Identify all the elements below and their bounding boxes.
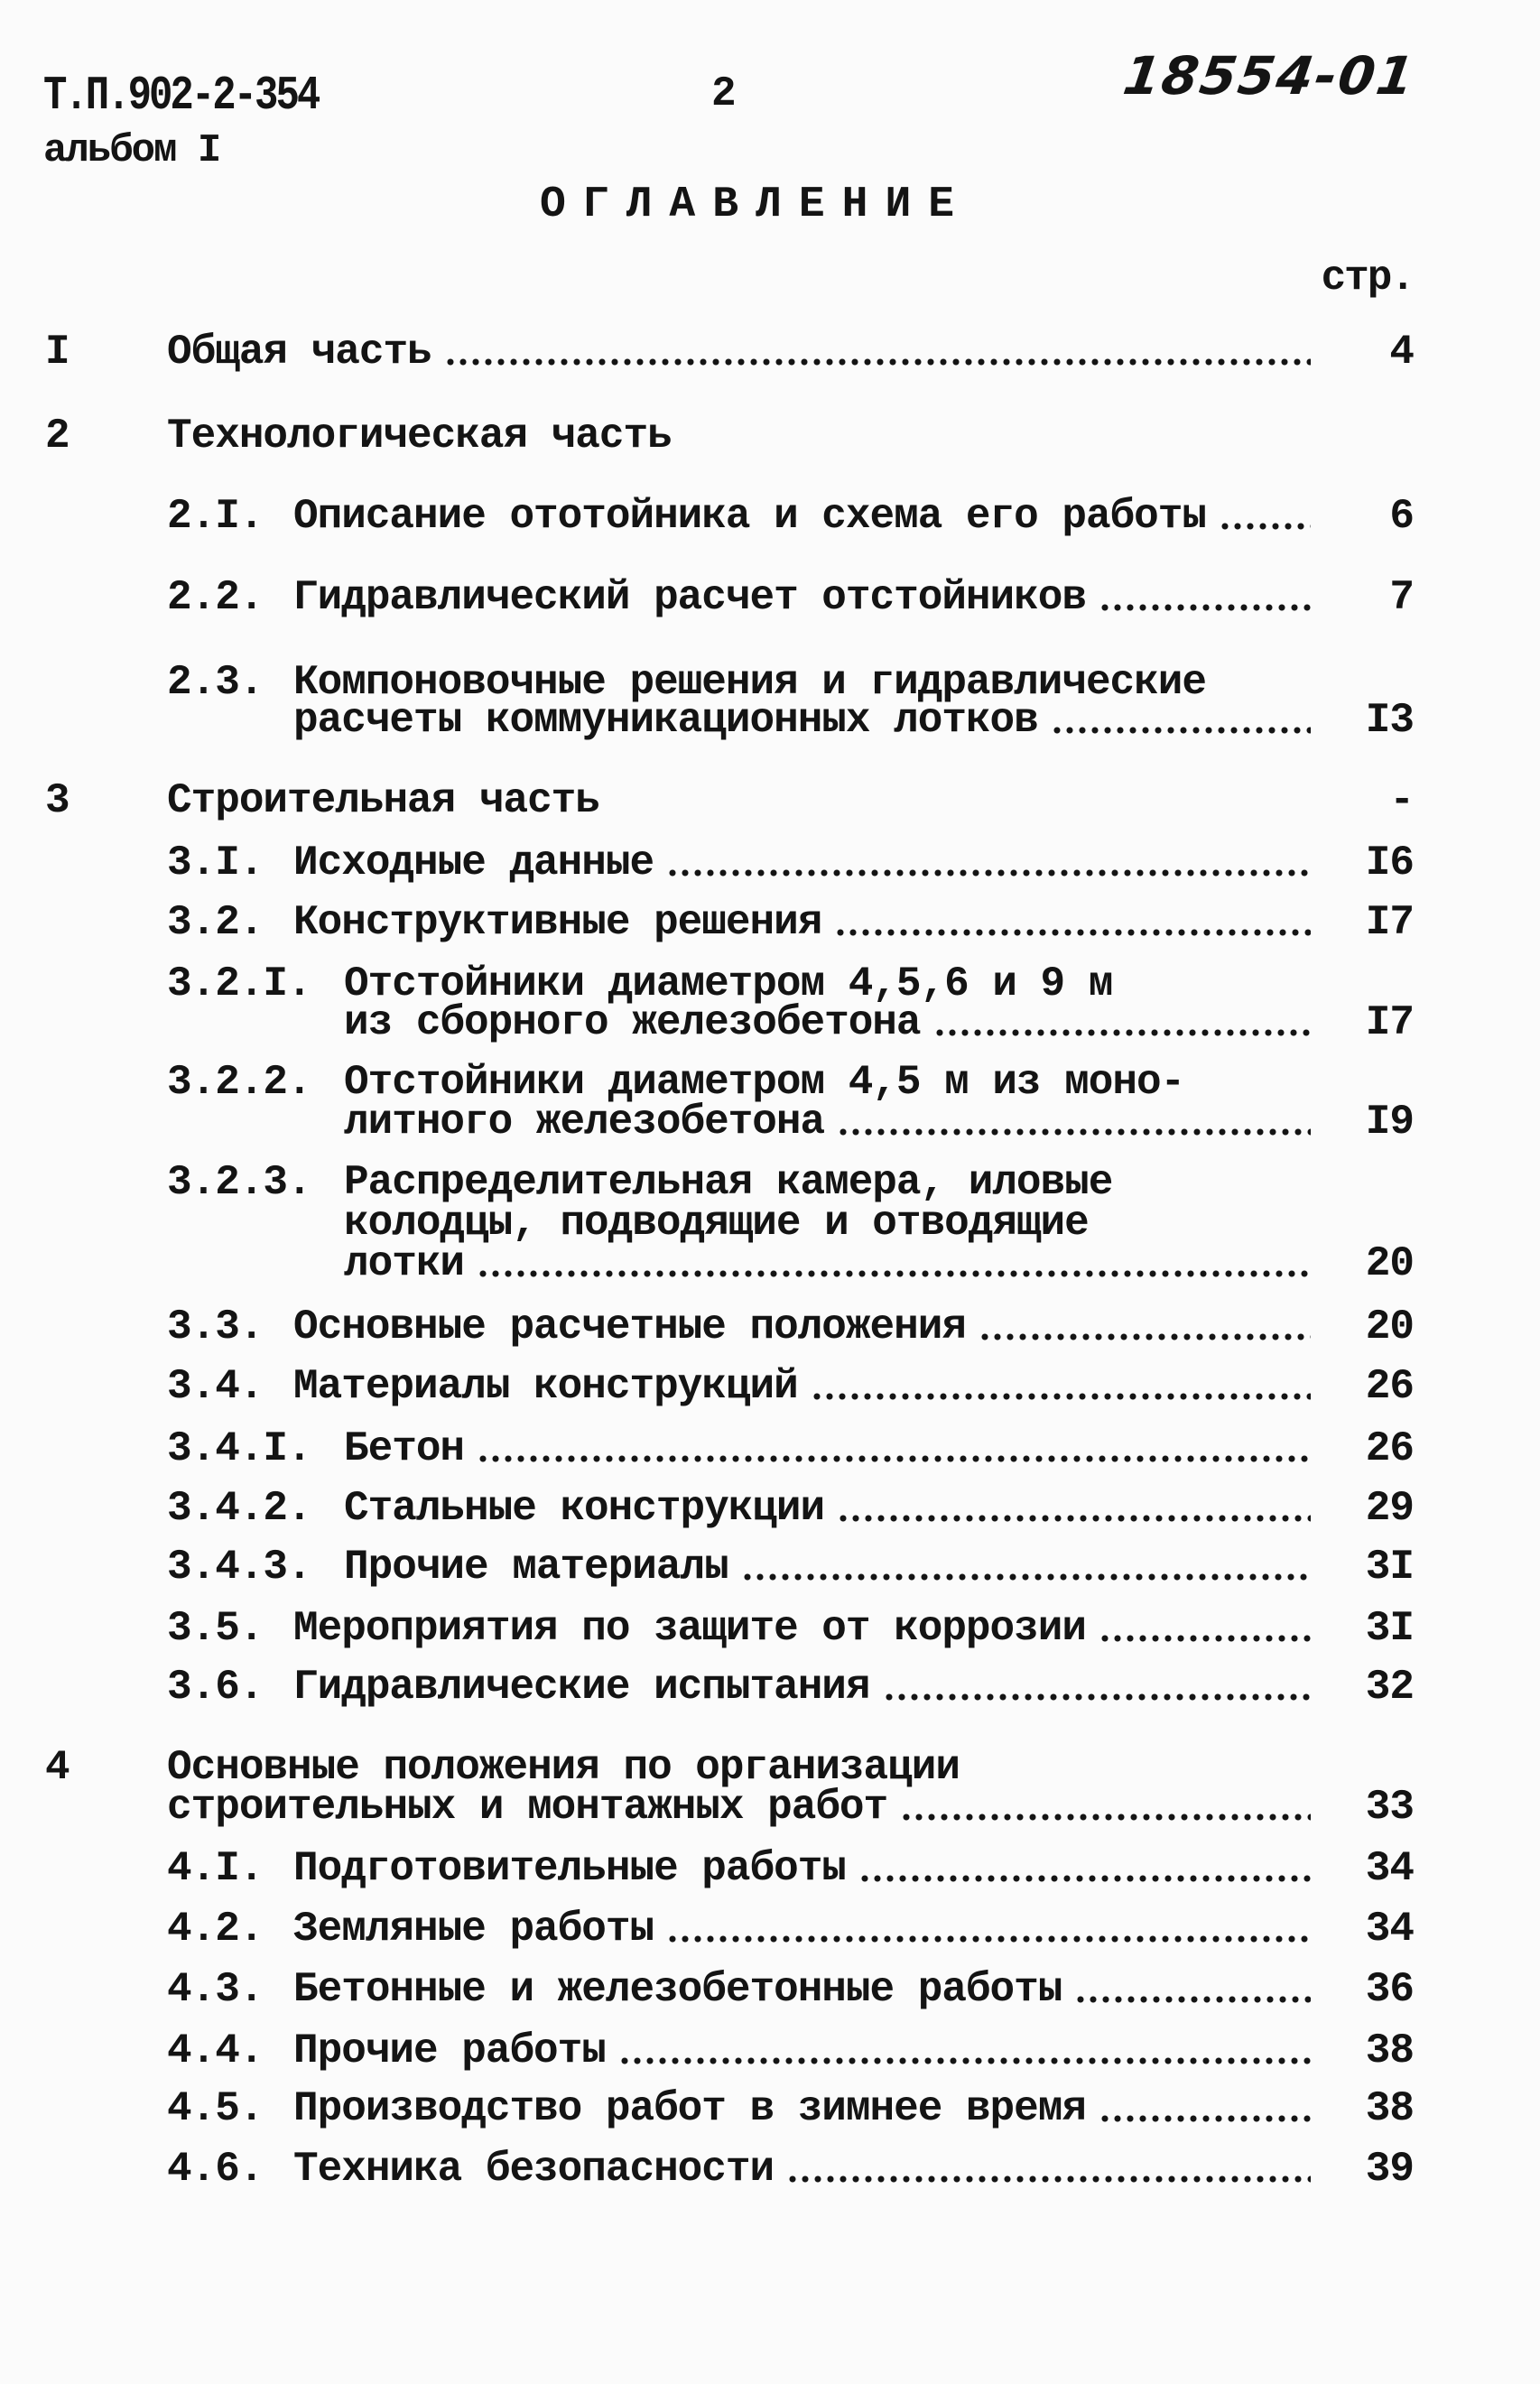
toc-entry-number: 3.6. (167, 1664, 264, 1711)
toc-entry-page: I7 (1365, 899, 1414, 946)
toc-entry-title: Бетон (344, 1425, 465, 1472)
toc-entry-title-line (293, 697, 1311, 744)
toc-entry-page: 6 (1389, 493, 1414, 540)
toc-entry-title: Стальные конструкции (344, 1485, 825, 1532)
toc-entry-title-line (344, 960, 1113, 1007)
toc-entry-title: Конструктивные решения (293, 899, 822, 946)
toc-entry-title: Прочие работы (293, 2027, 606, 2074)
toc-entry-title-line (344, 1425, 1311, 1472)
toc-entry-title: из сборного железобетона (344, 999, 921, 1046)
dot-leader (666, 1934, 1311, 1943)
toc-entry-page: 34 (1365, 1845, 1414, 1892)
toc-entry-number: 3.2. (167, 899, 264, 946)
toc-entry-title-line (293, 1605, 1311, 1652)
toc-entry-title-line (293, 574, 1311, 621)
toc-entry-page: 3I (1365, 1544, 1414, 1591)
toc-entry-title-line (293, 1845, 1311, 1892)
toc-entry-title: Подготовительные работы (293, 1845, 846, 1892)
handwritten-inventory-number: 18554-01 (1119, 45, 1420, 107)
toc-entry-title: Бетонные и железобетонные работы (293, 1966, 1062, 2013)
toc-entry-page: 33 (1365, 1784, 1414, 1831)
toc-entry-number: 3.I. (167, 840, 264, 886)
toc-entry-title: Общая часть (167, 329, 431, 376)
toc-entry-title: Техника безопасности (293, 2146, 775, 2193)
toc-entry-page: 36 (1365, 1966, 1414, 2013)
toc-entry-number: 4.6. (167, 2146, 264, 2193)
dot-leader (834, 928, 1311, 937)
toc-entry-title-line (293, 1906, 1311, 1953)
toc-entry-title-line (293, 2146, 1311, 2193)
toc-entry-title: Отстойники диаметром 4,5,6 и 9 м (344, 960, 1113, 1007)
toc-entry-page: 38 (1365, 2027, 1414, 2074)
dot-leader (811, 1392, 1311, 1401)
toc-entry-number: I (45, 329, 70, 376)
toc-entry-number: 4.5. (167, 2085, 264, 2132)
toc-entry-title: Строительная часть (167, 777, 599, 824)
toc-entry-title-line (293, 2027, 1311, 2074)
toc-entry-number: 3.2.I. (167, 960, 311, 1007)
toc-entry-page: 7 (1389, 574, 1414, 621)
toc-entry-title: Исходные данные (293, 840, 654, 886)
toc-entry-title-line (344, 1544, 1311, 1591)
toc-entry-number: 3.4.I. (167, 1425, 311, 1472)
toc-entry-title: Прочие материалы (344, 1544, 728, 1591)
toc-entry-title-line (344, 1240, 1311, 1287)
toc-entry-title-line (344, 1099, 1311, 1146)
toc-entry-title: литного железобетона (344, 1099, 825, 1146)
dot-leader (666, 868, 1311, 877)
dot-leader (837, 1127, 1311, 1136)
toc-entry-title-line (293, 1664, 1311, 1711)
toc-entry-title-line (293, 1966, 1311, 2013)
toc-entry-title-line (293, 493, 1311, 540)
toc-entry-title: расчеты коммуникационных лотков (293, 697, 1038, 744)
toc-entry-title-line (344, 1200, 1089, 1247)
toc-entry-title: Описание ототойника и схема его работы (293, 493, 1206, 540)
toc-entry-title: лотки (344, 1240, 465, 1287)
toc-entry-number: 2.2. (167, 574, 264, 621)
page-title: ОГЛАВЛЕНИЕ (540, 181, 972, 229)
toc-entry-page: 20 (1365, 1240, 1414, 1287)
toc-entry-page: 29 (1365, 1485, 1414, 1532)
toc-entry-title: Отстойники диаметром 4,5 м из моно- (344, 1059, 1185, 1106)
toc-entry-title: Производство работ в зимнее время (293, 2085, 1086, 2132)
toc-entry-title-line (167, 1784, 1311, 1831)
toc-entry-page: 32 (1365, 1664, 1414, 1711)
dot-leader (741, 1572, 1311, 1582)
toc-entry-title: Мероприятия по защите от коррозии (293, 1605, 1086, 1652)
dot-leader (1099, 2114, 1311, 2123)
toc-entry-title: Компоновочные решения и гидравлические (293, 659, 1206, 706)
toc-entry-title: строительных и монтажных работ (167, 1784, 888, 1831)
dot-leader (1099, 603, 1311, 612)
toc-entry-title: Основные положения по организации (167, 1744, 960, 1791)
toc-entry-title-line (167, 413, 672, 459)
toc-entry-title-line (293, 2085, 1311, 2132)
toc-entry-title: Технологическая часть (167, 413, 672, 459)
toc-entry-number: 3.4. (167, 1363, 264, 1410)
toc-entry-title-line (344, 1059, 1185, 1106)
toc-entry-page: I9 (1365, 1099, 1414, 1146)
toc-entry-page: 39 (1365, 2146, 1414, 2193)
dot-leader (618, 2056, 1311, 2065)
toc-entry-title: колодцы, подводящие и отводящие (344, 1200, 1089, 1247)
dot-leader (786, 2175, 1311, 2184)
toc-entry-number: 4.3. (167, 1966, 264, 2013)
toc-entry-title-line (344, 1485, 1311, 1532)
toc-entry-page: I3 (1365, 697, 1414, 744)
toc-entry-title: Распределительная камера, иловые (344, 1159, 1113, 1206)
toc-entry-number: 4.I. (167, 1845, 264, 1892)
toc-entry-page: 3I (1365, 1605, 1414, 1652)
toc-entry-page: 4 (1389, 329, 1414, 376)
toc-entry-page: 34 (1365, 1906, 1414, 1953)
dot-leader (837, 1514, 1311, 1523)
dot-leader (1099, 1634, 1311, 1643)
dot-leader (858, 1874, 1311, 1883)
toc-entry-number: 4.4. (167, 2027, 264, 2074)
toc-entry-title-line (293, 840, 1311, 886)
page-number: 2 (711, 70, 737, 117)
toc-entry-number: 3 (45, 777, 70, 824)
toc-entry-number: 3.4.2. (167, 1485, 311, 1532)
toc-entry-page: - (1389, 777, 1414, 824)
toc-entry-number: 4.2. (167, 1906, 264, 1953)
toc-entry-number: 2.3. (167, 659, 264, 706)
dot-leader (477, 1269, 1311, 1278)
toc-entry-title: Материалы конструкций (293, 1363, 798, 1410)
toc-entry-page: 26 (1365, 1425, 1414, 1472)
toc-entry-number: 3.2.3. (167, 1159, 311, 1206)
toc-entry-title-line (167, 777, 599, 824)
toc-entry-title: Гидравлические испытания (293, 1664, 870, 1711)
dot-leader (1051, 726, 1311, 735)
page-column-label: стр. (1321, 255, 1414, 301)
toc-entry-title: Земляные работы (293, 1906, 654, 1953)
toc-entry-number: 3.2.2. (167, 1059, 311, 1106)
dot-leader (1074, 1995, 1311, 2004)
dot-leader (477, 1454, 1311, 1463)
dot-leader (933, 1028, 1311, 1037)
toc-entry-title-line (167, 1744, 960, 1791)
toc-entry-page: 20 (1365, 1303, 1414, 1350)
dot-leader (1219, 522, 1311, 531)
toc-entry-number: 2 (45, 413, 70, 459)
toc-entry-title-line (344, 999, 1311, 1046)
toc-entry-page: 38 (1365, 2085, 1414, 2132)
toc-entry-title-line (344, 1159, 1113, 1206)
toc-entry-page: I7 (1365, 999, 1414, 1046)
toc-entry-number: 3.5. (167, 1605, 264, 1652)
toc-entry-number: 3.4.3. (167, 1544, 311, 1591)
toc-entry-title-line (293, 1303, 1311, 1350)
dot-leader (883, 1693, 1311, 1702)
toc-entry-number: 2.I. (167, 493, 264, 540)
toc-entry-title-line (293, 899, 1311, 946)
document-code: Т.П.902-2-354 (43, 70, 319, 124)
dot-leader (444, 357, 1311, 366)
toc-entry-title-line (167, 329, 1311, 376)
toc-entry-page: I6 (1365, 840, 1414, 886)
toc-entry-page: 26 (1365, 1363, 1414, 1410)
toc-entry-title: Основные расчетные положения (293, 1303, 966, 1350)
toc-entry-number: 4 (45, 1744, 70, 1791)
dot-leader (900, 1813, 1311, 1822)
album-label: альбом I (43, 128, 220, 173)
toc-entry-number: 3.3. (167, 1303, 264, 1350)
toc-entry-title-line (293, 1363, 1311, 1410)
dot-leader (979, 1332, 1311, 1341)
toc-entry-title: Гидравлический расчет отстойников (293, 574, 1086, 621)
